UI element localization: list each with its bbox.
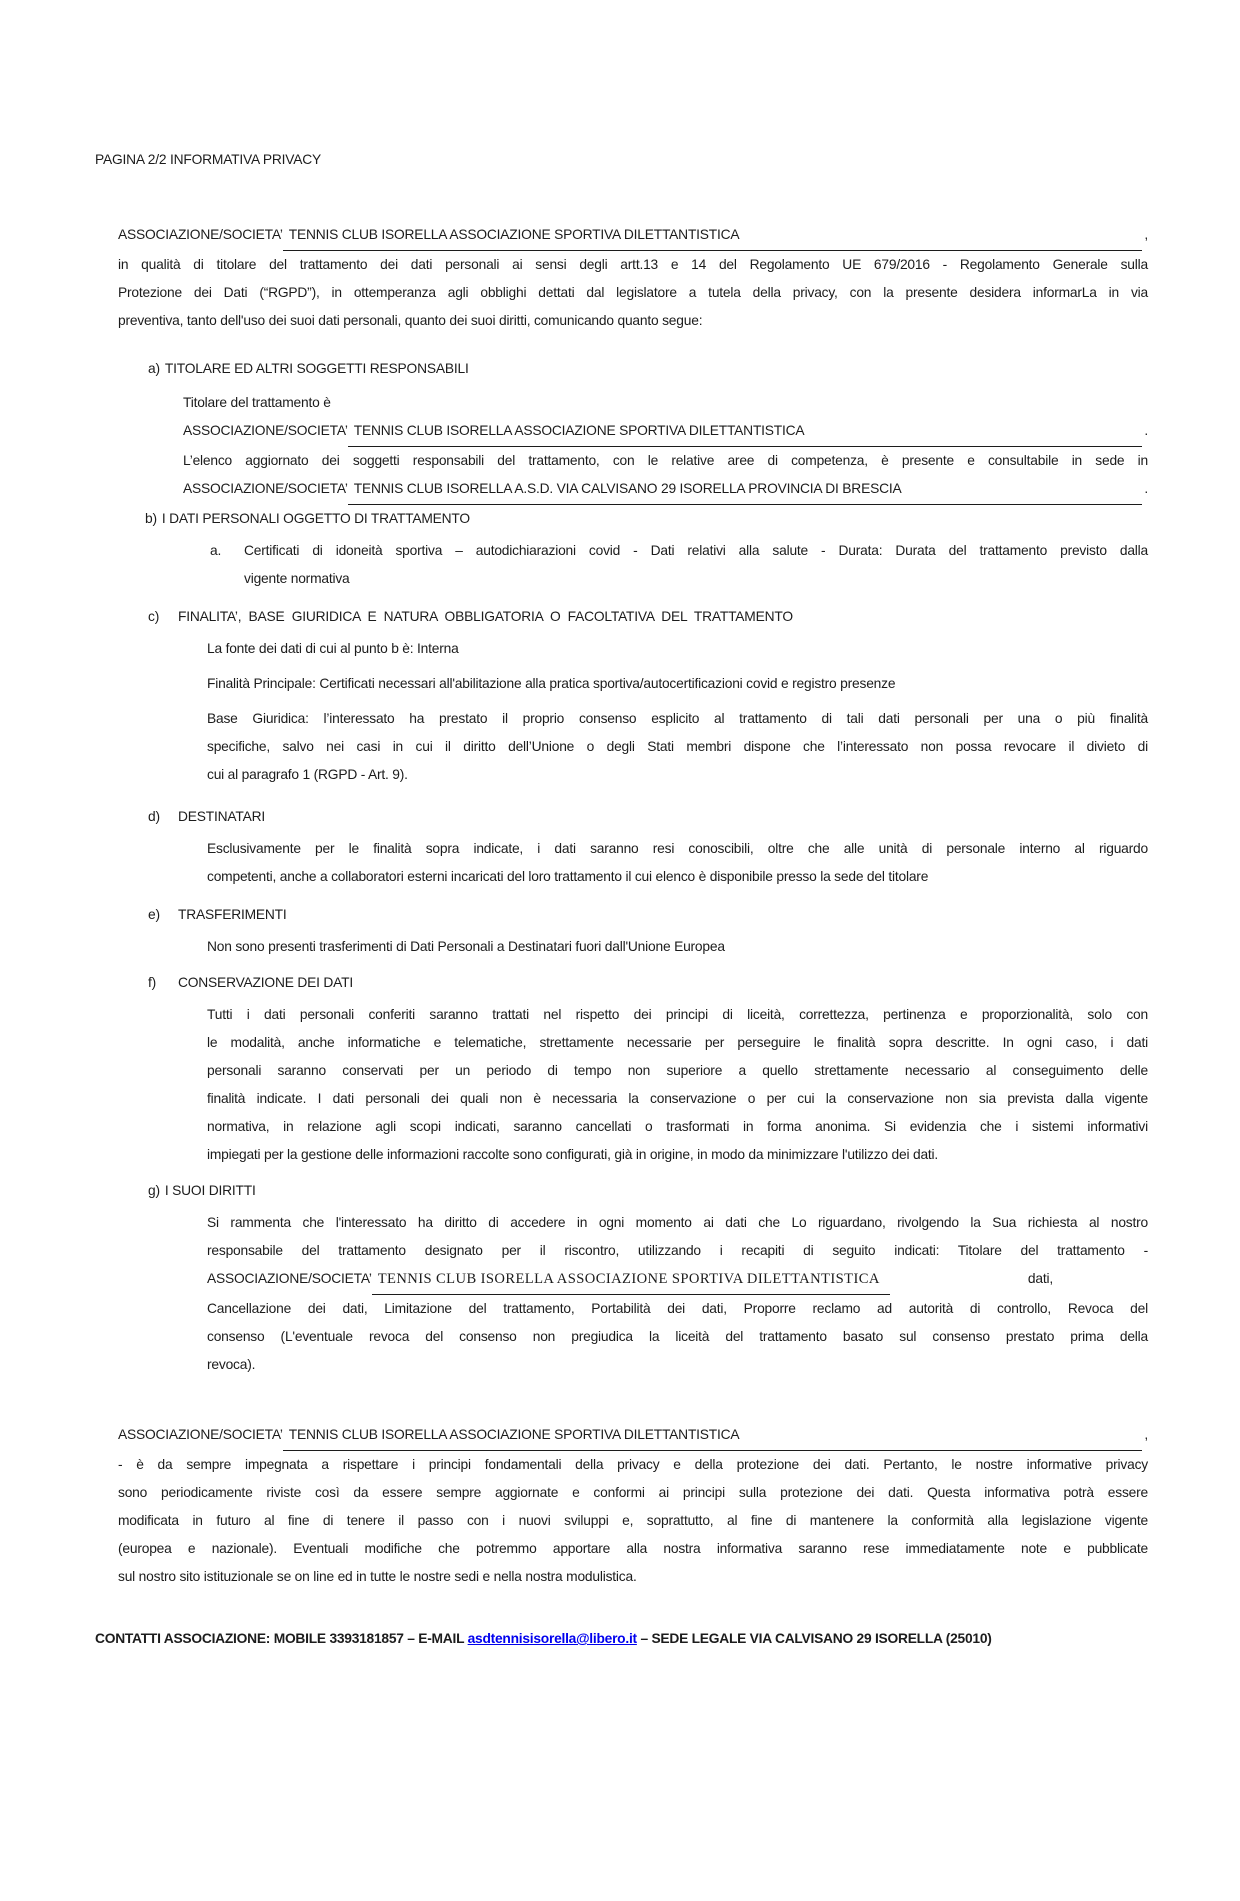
closing-lines: [118, 1451, 1148, 1591]
intro-lines: [118, 251, 1148, 335]
section-d-label: d): [148, 809, 160, 824]
data-types-list-item: [210, 537, 1148, 593]
org-name: TENNIS CLUB ISORELLA ASSOCIAZIONE SPORTIVA DILETTANTISTICA: [288, 1427, 740, 1442]
text-line: Non sono presenti trasferimenti di Dati Personali a Destinatari fuori dall'Unione Europea: [207, 939, 725, 954]
org-name-underline: [348, 417, 1143, 447]
text-line: specifiche, salvo nei casi in cui il diritto dell’Unione o degli Stati membri dispone che l’interessato non possa revocare il divieto di: [207, 739, 1148, 754]
section-e: [148, 901, 1148, 961]
document-page: [0, 146, 1240, 1901]
org-name: TENNIS CLUB ISORELLA ASSOCIAZIONE SPORTIVA DILETTANTISTICA: [288, 227, 740, 242]
section-d: [148, 803, 1148, 891]
text-line: le modalità, anche informatiche e telematiche, strettamente necessarie per perseguire le finalità sopra descritte. In ogni caso, i dati: [207, 1035, 1148, 1050]
section-a-title: TITOLARE ED ALTRI SOGGETTI RESPONSABILI: [164, 361, 469, 376]
contacts-suffix: – SEDE LEGALE VIA CALVISANO 29 ISORELLA (25010): [636, 1631, 992, 1646]
section-e-heading: [148, 901, 1148, 929]
text-line: revoca).: [207, 1357, 256, 1372]
text-line: sul nostro sito istituzionale se on line ed in tutte le nostre sedi e nella nostra modulistica.: [118, 1569, 637, 1584]
org-name-underline: [283, 221, 1143, 251]
section-c-heading: [148, 603, 1148, 631]
section-g: [148, 1177, 1148, 1379]
list-item-text: [244, 537, 1148, 593]
section-d-heading: [148, 803, 1148, 831]
text-line: Protezione dei Dati (“RGPD”), in ottemperanza agli obblighi dettati dal legislatore a tutela della privacy, con la presente desidera informarLa in via: [118, 285, 1148, 300]
text-line: Esclusivamente per le finalità sopra indicate, i dati saranno resi conoscibili, oltre che alle unità di personale interno al riguardo: [207, 841, 1148, 856]
section-c: [148, 603, 1148, 789]
rights-paragraph-bottom: [207, 1295, 1148, 1379]
recipients-paragraph: [207, 835, 1148, 891]
org-name-underline: [283, 1421, 1143, 1451]
section-f-title: CONSERVAZIONE DEI DATI: [178, 975, 353, 990]
text-line: modificata in futuro al fine di tenere il passo con i nuovi sviluppi e, soprattutto, al fine di mantenere la conformità alla legislazione vigente: [118, 1513, 1148, 1528]
section-g-title: I SUOI DIRITTI: [164, 1183, 256, 1198]
org-asd-underline: [348, 475, 1143, 505]
text-line: Base Giuridica: l’interessato ha prestato il proprio consenso esplicito al trattamento di tali dati personali per una o più finalità: [207, 711, 1148, 726]
org-line-a2: [183, 475, 1148, 505]
section-g-label: g): [148, 1183, 160, 1198]
section-e-title: TRASFERIMENTI: [178, 907, 287, 922]
org-label: ASSOCIAZIONE/SOCIETA’: [118, 1427, 283, 1442]
section-f-heading: [148, 969, 1148, 997]
section-a-body: [183, 389, 1148, 505]
text-line: sono periodicamente riviste così da essere sempre aggiornate e conformi ai principi sulla protezione dei dati. Questa informativa potrà essere: [118, 1485, 1148, 1500]
org-name: TENNIS CLUB ISORELLA ASSOCIAZIONE SPORTIVA DILETTANTISTICA: [353, 423, 805, 438]
text-line: - è da sempre impegnata a rispettare i principi fondamentali della privacy e della protezione dei dati. Pertanto, le nostre informative privacy: [118, 1457, 1148, 1472]
section-c-label: c): [148, 609, 160, 624]
text-line: competenti, anche a collaboratori esterni incaricati del loro trattamento il cui elenco è disponibile presso la sede del titolare: [207, 869, 929, 884]
contacts-footer: [95, 1625, 1200, 1653]
text-line: consenso (L'eventuale revoca del consenso non pregiudica la liceità del trattamento basato sul consenso prestato prima della: [207, 1329, 1148, 1344]
titolare-line: Titolare del trattamento è: [183, 395, 331, 410]
org-line-intro: [118, 221, 1148, 251]
text-line: personali saranno conservati per un periodo di tempo non superiore a quello strettamente necessario al conseguimento delle: [207, 1063, 1148, 1078]
org-line-punct: ,: [1144, 227, 1148, 242]
org-label: ASSOCIAZIONE/SOCIETA’: [207, 1271, 372, 1286]
text-line: Certificati di idoneità sportiva – autodichiarazioni covid - Dati relativi alla salute - Durata: Durata del trattamento previsto dalla: [244, 543, 1148, 558]
section-f-label: f): [148, 975, 157, 990]
section-b: [145, 505, 1148, 593]
section-e-label: e): [148, 907, 160, 922]
text-line: normativa, in relazione agli scopi indicati, saranno cancellati o trasformati in forma anonima. Si evidenzia che i sistemi informativi: [207, 1119, 1148, 1134]
retention-paragraph: [207, 1001, 1148, 1169]
text-line: vigente normativa: [244, 571, 350, 586]
data-source-line: La fonte dei dati di cui al punto b è: Interna: [207, 641, 459, 656]
org-line-punct: ,: [1144, 1427, 1148, 1442]
text-line: (europea e nazionale). Eventuali modifiche che potremmo apportare alla nostra informativa saranno rese immediatamente note e pubblicate: [118, 1541, 1148, 1556]
org-line-punct: .: [1144, 423, 1148, 438]
org-asd-name: TENNIS CLUB ISORELLA A.S.D. VIA CALVISANO 29 ISORELLA PROVINCIA DI BRESCIA: [353, 481, 902, 496]
section-a-heading: [148, 355, 1148, 383]
section-c-title: FINALITA’, BASE GIURIDICA E NATURA OBBLIGATORIA O FACOLTATIVA DEL TRATTAMENTO: [178, 609, 793, 624]
text-line: Si rammenta che l'interessato ha diritto di accedere in ogni momento ai dati che Lo riguardano, rivolgendo la Sua richiesta al nostro: [207, 1215, 1148, 1230]
text-line: preventiva, tanto dell'uso dei suoi dati personali, quanto dei suoi diritti, comunicando quanto segue:: [118, 313, 703, 328]
list-item-marker: a.: [210, 543, 222, 558]
email-link[interactable]: asdtennisisorella@libero.it: [467, 1631, 637, 1646]
text-line: finalità indicate. I dati personali dei quali non è necessaria la conservazione o per cui la conservazione non sia prevista dalla vigente: [207, 1091, 1148, 1106]
intro-paragraph: [118, 221, 1148, 335]
text-line: Cancellazione dei dati, Limitazione del trattamento, Portabilità dei dati, Proporre reclamo ad autorità di controllo, Revoca del: [207, 1301, 1148, 1316]
section-a: [148, 355, 1148, 505]
section-g-heading: [148, 1177, 1148, 1205]
elenco-line: L’elenco aggiornato dei soggetti responsabili del trattamento, con le relative aree di competenza, è presente e consultabile in sede in: [183, 453, 1148, 468]
section-f: [148, 969, 1148, 1169]
text-line: in qualità di titolare del trattamento dei dati personali ai sensi degli artt.13 e 14 del Regolamento UE 679/2016 - Regolamento Generale sulla: [118, 257, 1148, 272]
rights-dati-text: dati,: [1027, 1271, 1053, 1286]
text-line: cui al paragrafo 1 (RGPD - Art. 9).: [207, 767, 408, 782]
section-d-title: DESTINATARI: [178, 809, 265, 824]
section-b-title: I DATI PERSONALI OGGETTO DI TRATTAMENTO: [161, 511, 470, 526]
page-header: PAGINA 2/2 INFORMATIVA PRIVACY: [95, 152, 322, 167]
text-line: impiegati per la gestione delle informazioni raccolte sono configurati, già in origine, in modo da minimizzare l'utilizzo dei dati.: [207, 1147, 939, 1162]
section-a-label: a): [148, 361, 160, 376]
org-name-serif-underline: TENNIS CLUB ISORELLA ASSOCIAZIONE SPORTIVA DILETTANTISTICA: [372, 1265, 890, 1295]
purpose-line: Finalità Principale: Certificati necessari all'abilitazione alla pratica sportiva/autocertificazioni covid e registro presenze: [207, 676, 896, 691]
contacts-prefix: CONTATTI ASSOCIAZIONE: MOBILE 3393181857 – E-MAIL: [95, 1631, 468, 1646]
org-line-a1: [183, 417, 1148, 447]
section-b-heading: [145, 505, 1148, 533]
legal-basis-paragraph: [207, 705, 1148, 789]
text-line: responsabile del trattamento designato per il riscontro, utilizzando i recapiti di seguito indicati: Titolare del trattamento -: [207, 1243, 1148, 1258]
closing-paragraph: [118, 1421, 1148, 1591]
org-line-rights: [207, 1265, 1148, 1295]
text-line: Tutti i dati personali conferiti saranno trattati nel rispetto dei principi di liceità, correttezza, pertinenza e proporzionalità, solo con: [207, 1007, 1148, 1022]
rights-paragraph-top: [207, 1209, 1148, 1265]
org-line-punct: .: [1144, 481, 1148, 496]
org-line-closing: [118, 1421, 1148, 1451]
section-b-label: b): [145, 511, 157, 526]
transfers-paragraph: [207, 933, 1148, 961]
org-label: ASSOCIAZIONE/SOCIETA’: [118, 227, 283, 242]
org-label: ASSOCIAZIONE/SOCIETA’: [183, 423, 348, 438]
org-label: ASSOCIAZIONE/SOCIETA’: [183, 481, 348, 496]
